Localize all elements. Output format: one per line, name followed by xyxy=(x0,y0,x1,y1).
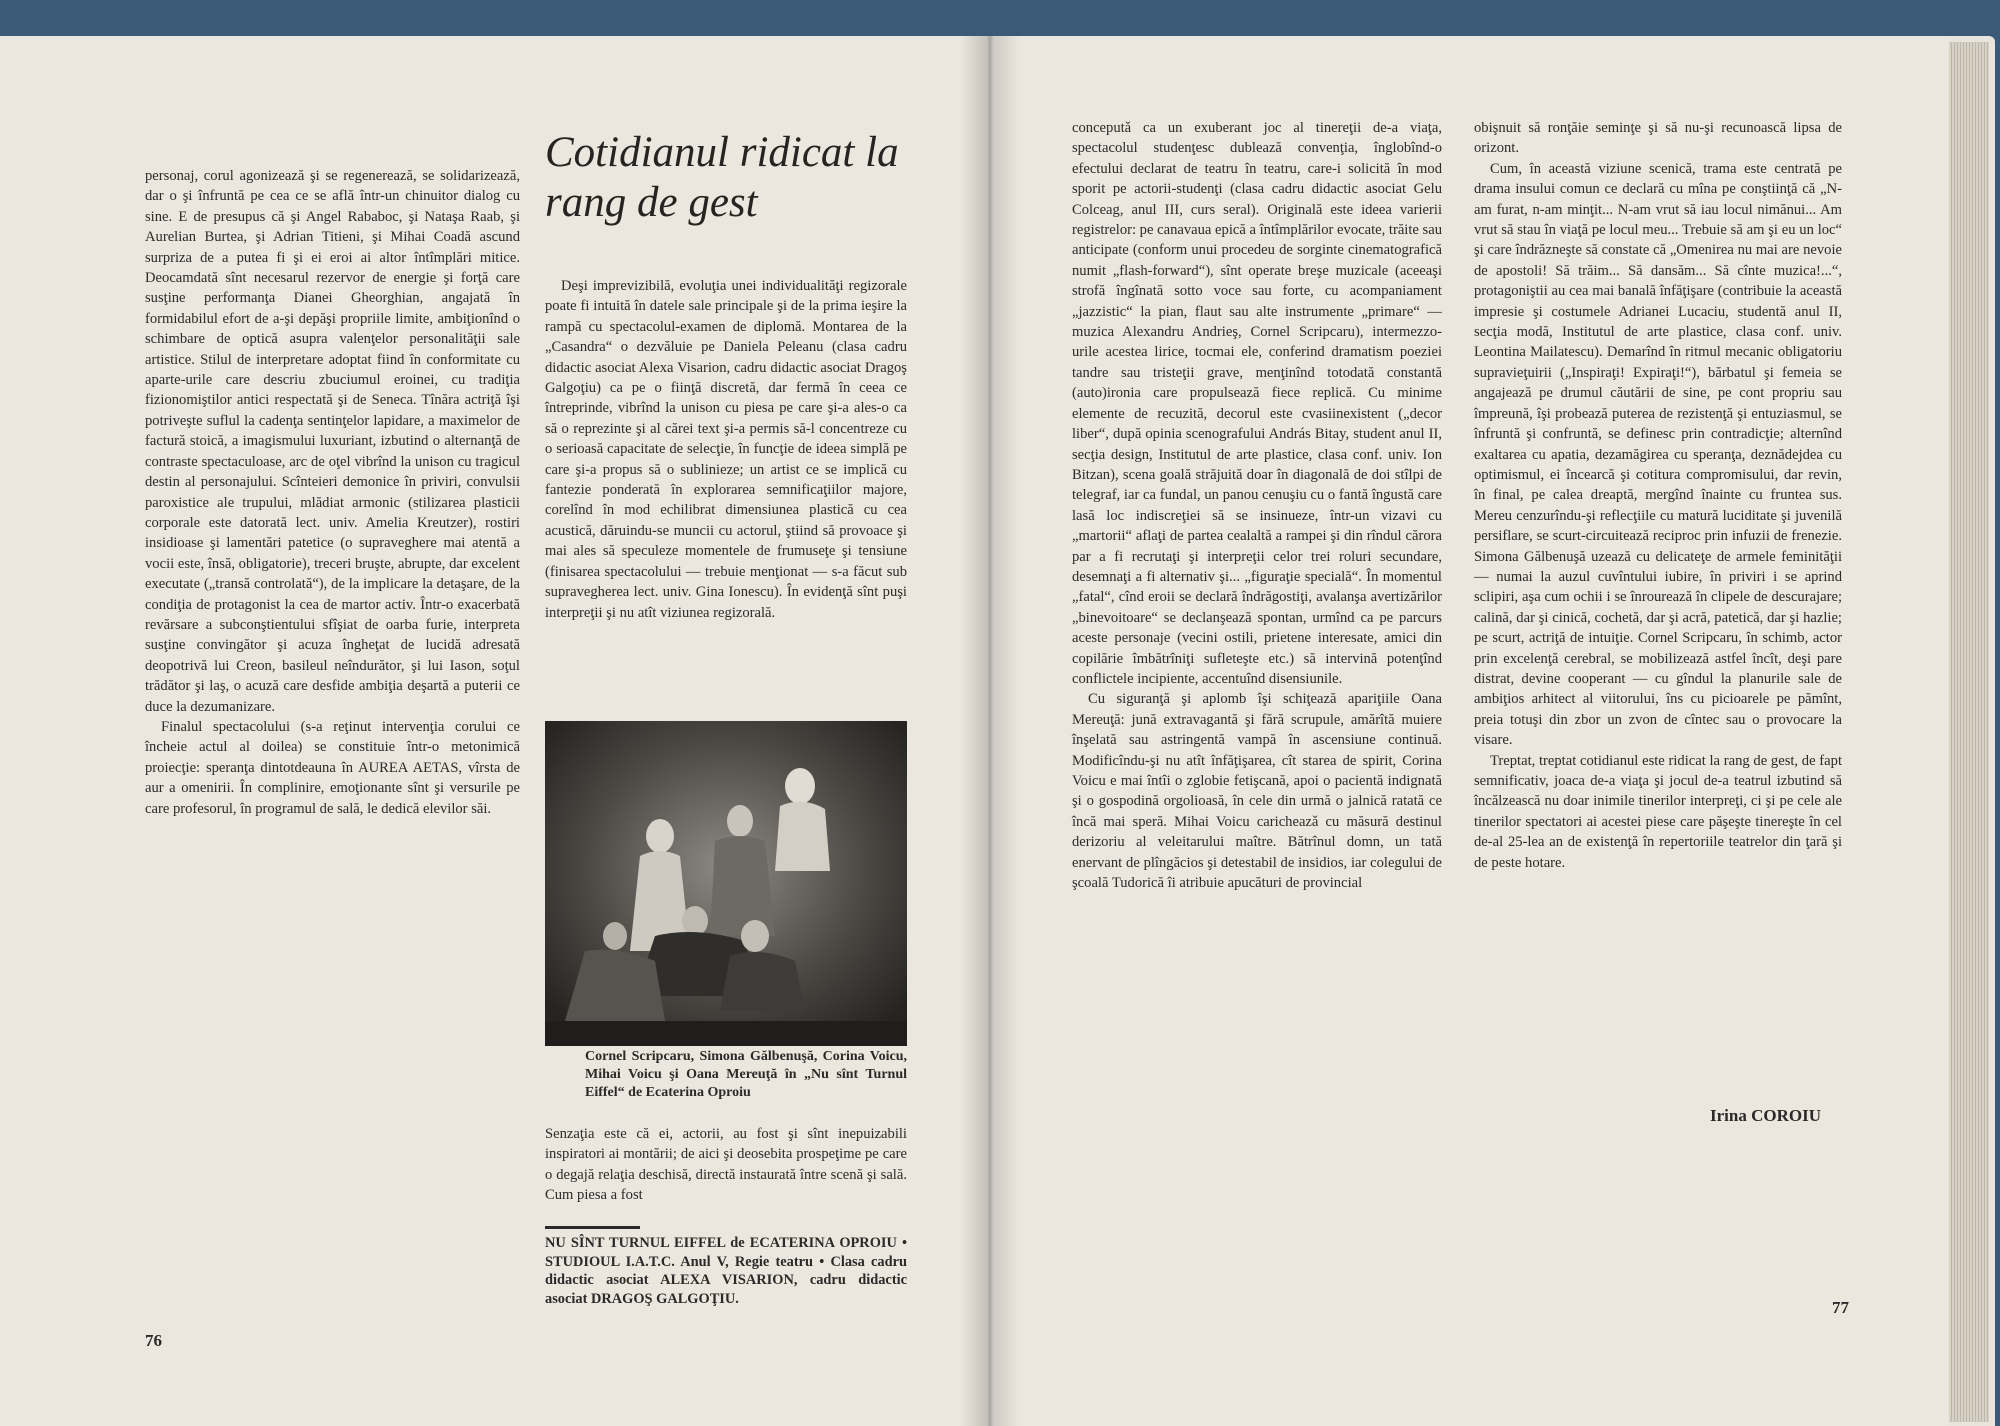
production-credits: NU SÎNT TURNUL EIFFEL de ECATERINA OPROIU • STUDIOUL I.A.T.C. Anul V, Regie teatru • Clasa cadru didactic asociat ALEXA VISARION, cadru didactic asociat DRAGOŞ GALGOŢIU. xyxy=(545,1235,907,1307)
article-column-2-continued xyxy=(545,1124,907,1206)
col2-paragraph-1: Deşi imprevizibilă, evoluţia unei individualităţi regizorale poate fi intuită în datele sale principale şi de la prima ieşire la rampă cu spectacolul-examen de diplomă. Montarea de la „Casandra“ o dezvăluie pe Daniela Peleanu (clasa cadru didactic asociat Alexa Visarion, cadru didactic asociat Dragoş Galgoţiu) ca pe o fiinţă discretă, dar fermă în ceea ce întreprinde, vibrînd la unison cu piesa pe care şi-a ales-o ca să o reprezinte şi al cărei text şi-a permis să-l concentreze cu o serioasă capacitate de selecţie, în funcţie de ideea simplă pe care şi-a propus să o sublinieze; un artist ce se implică cu fantezie ponderată în explorarea semnificaţiilor majore, corelînd în mod echilibrat dimensiunea plastică cu cea acustică, dăruindu-se muncii cu actorul, ştiind să provoace şi mai ales să speculeze momentele de frumuseţe şi tensiune (finisarea spectacolului — trebuie menţionat — s-a făcut sub supravegherea lect. univ. Gina Ionescu). În evidenţă sînt puşi interpreţii şi nu atît viziunea regizorală. xyxy=(545,278,907,621)
col4-paragraph-2: Cum, în această viziune scenică, trama este centrată pe drama insului comun ce declară cu mîna pe conştiinţă că „N-am furat, n-am minţit... N-am vrut să iau locul nimănui... Am vrut să stau în viaţă pe locul meu... Trebuie să am şi eu un loc“ şi care îndrăzneşte să constate că „Omenirea nu mai are nevoie de apostoli! Să trăim... Să dansăm... Să cînte muzica!...“, protagoniştii au cea mai banală înfăţişare (contribuie la această impresie şi costumele Adrianei Lucaciu, studentă anul II, secţia modă, Institutul de arte plastice, clasa conf. univ. Leontina Mailatescu). Demarînd în ritmul mecanic obligatoriu supravieţuirii („Inspiraţi! Expiraţi!“), bărbatul şi femeia se angajează pe drumul căutării de sine, pe cont propriu sau împreună, îşi probează puterea de rezistenţă şi entuziasmul, se înfruntă şi confruntă, se definesc prin contradicţie; alternînd exaltarea cu apatia, dezamăgirea cu speranţa, deznădejdea cu optimismul, ei încearcă şi cotitura compromisului, dar revin, în final, pe calea dreaptă, mergînd înainte cu fruntea sus. Mereu cenzurîndu-şi reflecţiile cu matură luciditate şi juvenilă persiflare, se scurt-circuitează reciproc prin infuzii de frenezie. Simona Gălbenuşă uzează cu delicateţe de armele feminităţii — numai la auzul cuvîntului iubire, în priviri i se aprind sclipiri, aşa cum ochii i se înrourează în clipele de descurajare; calină, dar şi cinică, cochetă, dar şi acră, patetică, dar şi hazlie; pe scurt, actriţă de intuiţie. Cornel Scripcaru, în schimb, actor prin excelenţă cerebral, se mobilizează astfel încît, deşi pare distrat, devine cooperant — cu gîndul la planurile sale de ambiţios arhitect al viitorului, îns cu picioarele pe pămînt, preia totuşi din zbor un zvon de cîntec sau o provocare la visare. xyxy=(1474,160,1842,749)
author-first-name: Irina xyxy=(1710,1106,1747,1125)
article-column-3 xyxy=(1072,118,1442,893)
credits-divider xyxy=(545,1226,640,1229)
col2-after-paragraph: Senzaţia este că ei, actorii, au fost şi sînt inepuizabili inspiratori ai montării; de aici şi deosebita prospeţime pe care o degajă relaţia deschisă, directă instaurată între scenă şi sală. Cum piesa a fost xyxy=(545,1126,907,1204)
article-column-2 xyxy=(545,276,907,623)
col1-paragraph-2: Finalul spectacolului (s-a reţinut intervenţia corului ce încheie actul al doilea) se constituie într-o metonimică proiecţie: speranţa dintotdeauna în AUREA AETAS, vîrsta de aur a omenirii. În complinire, emoţionante sînt şi versurile pe care profesorul, în programul de sală, le dedică elevilor săi. xyxy=(145,718,520,817)
col4-paragraph-1: obişnuit să ronţăie seminţe şi să nu-şi recunoască lipsa de orizont. xyxy=(1474,120,1842,157)
article-author xyxy=(1710,1106,1821,1126)
left-page xyxy=(0,36,988,1426)
author-last-name: COROIU xyxy=(1751,1106,1821,1125)
col3-paragraph-1: conceputǎ ca un exuberant joc al tinereţii de-a viaţa, spectacolul studenţesc dublează convenţia, înglobînd-o efectului declarat de teatru în teatru, care-i solicită în mod sporit pe actorii-studenţi (clasa cadru didactic asociat Gelu Colceag, anul III, curs seral). Originală este ideea varierii registrelor: pe canavaua epică a întîmplărilor evocate, trăite sau anticipate (conform unui procedeu de sorginte cinematografică numit „flash-forward“), sînt operate breşe muzicale (aceeaşi strofă îngînată sotto voce sau forte, cu acompaniament „jazzistic“ la pian, flaut sau alte instrumente „primare“ — muzica Alexandru Andrieş, Cornel Scripcaru), intermezzo-urile acestea lirice, tocmai ele, conferind dramatism poeziei tandre sau tristeţii grave, menţinînd totodată constantă (auto)ironia care propulsează fiece replică. Cu minime elemente de recuzită, decorul este cvasiinexistent („decor liber“, după opinia scenografului András Bitay, student anul II, secţia design, Institutul de arte plastice, clasa conf. univ. Ion Bitzan), scena goală străjuită doar în diagonală de doi stîlpi de telegraf, iar ca fundal, un panou cenuşiu cu o fantă îngustă care lasă loc indiscreţiei să se insinueze, într-un vizavi cu „martorii“ aflaţi de partea cealaltă a rampei şi din rîndul cărora par a fi recrutaţi şi interpreţii celor trei roluri secundare, desemnaţi a fi alternativ şi... „figuraţie specială“. În momentul „fatal“, cînd eroii se declară îndrăgostiţi, avalanşa avertizărilor „binevoitoare“ se declanşează spontan, urmînd ca pe parcurs aceste personaje (vecini ostili, prietene interesate, amici din copilărie îmbătrîniţi sufleteşte etc.) să intervină potenţînd conflictele incipiente, accentuînd disensiunile. xyxy=(1072,120,1442,687)
article-headline: Cotidianul ridicat la rang de gest xyxy=(545,129,899,226)
col3-paragraph-2: Cu siguranţă şi aplomb îşi schiţează apariţiile Oana Mereuţă: jună extravagantă şi fără scrupule, amărîtă muiere înşelată sau astringentă vampă în ascensiune continuă. Modificîndu-şi nu atît înfăţişarea, cît starea de spirit, Corina Voicu e mai întîi o zglobie fetişcană, apoi o pacientă indignată şi o gospodină orgolioasă, în cele din urmă o jalnică ratată ce încă mai speră. Mihai Voicu caricheazǎ cu măsură destinul derizoriu al veleitarului maître. Bătrînul domn, un tată enervant de plîngăcios şi detestabil de insidios, iar colegului de şcoală Tudorică îi atribuie apucături de provincial xyxy=(1072,691,1442,892)
article-column-4 xyxy=(1474,118,1842,873)
theatre-photo xyxy=(545,721,907,1046)
theatre-photo-image xyxy=(545,721,907,1046)
page-edges xyxy=(1949,42,1989,1422)
photo-caption: Cornel Scripcaru, Simona Gălbenuşă, Corina Voicu, Mihai Voicu şi Oana Mereuţă în „Nu sînt Turnul Eiffel“ de Ecaterina Oproiu xyxy=(585,1049,907,1100)
col1-paragraph-1: personaj, corul agonizează şi se regenerează, se solidarizează, dar o şi înfruntă pe cea ce se află într-un chinuitor dialog cu sine. E de presupus că şi Angel Rababoc, şi Nataşa Raab, şi Aurelian Burtea, şi Adrian Titieni, şi Mihai Coadă ascund surpriza de a putea fi şi ei eroi ai altor întîmplări mitice. Deocamdată sînt necesarul rezervor de energie şi forţă care susţine performanţa Dianei Gheorghian, angajată în formidabilul efort de a-şi depăşi propriile limite, ambiţionînd o schimbare de optică asupra valenţelor personalităţii sale artistice. Stilul de interpretare adoptat fiind în conformitate cu aparte-urile care descriu zbuciumul eroinei, cu tradiţia fizionomiştilor antici respectată şi de Seneca. Tînăra actriţă îşi potriveşte suflul la cadenţa sentinţelor lapidare, a maximelor de factură stoică, a imagismului luxuriant, izbutind o alternanţă de contraste spectaculoase, arc de oţel vibrînd la unison cu tragicul destin al personajului. Scînteieri demonice în priviri, convulsii paroxistice ale trupului, mlădiat armonic (stilizarea plasticii corporale este datorată lect. univ. Amelia Kreutzer), rostiri insidioase şi lamentări patetice (o supraveghere mai atentă a vocii este, însă, obligatorie), treceri bruşte, abrupte, dar excelent executate („transă controlată“), de la implicare la detaşare, de la condiţia de protagonist la cea de martor activ. Într-o exacerbată revărsare a subconştientului sfîşiat de oarba furie, interpreta susţine convingător şi acuza îngheţat de lucidă adresată deopotrivă lui Creon, basileul neîndurător, şi lui Iason, soţul trădător şi laş, o acuză care desfide ambiţia deşartă a puterii ce duce la dezumanizare. xyxy=(145,168,520,715)
col4-paragraph-3: Treptat, treptat cotidianul este ridicat la rang de gest, de fapt semnificativ, joaca de-a viaţa şi jocul de-a teatrul izbutind să încălzească nu doar inimile tinerilor interpreţi, ci şi pe cele ale tinerilor spectatori ai acestei piese care păşeşte tinereşte în cel de-al 25-lea an de existenţă în repertoriile teatrelor din ţară şi de peste hotare. xyxy=(1474,752,1842,871)
page-number-right: 77 xyxy=(1832,1298,1849,1317)
right-page xyxy=(990,36,1948,1426)
magazine-spread xyxy=(0,36,1995,1426)
article-column-1 xyxy=(145,166,520,819)
page-number-left: 76 xyxy=(145,1331,162,1350)
